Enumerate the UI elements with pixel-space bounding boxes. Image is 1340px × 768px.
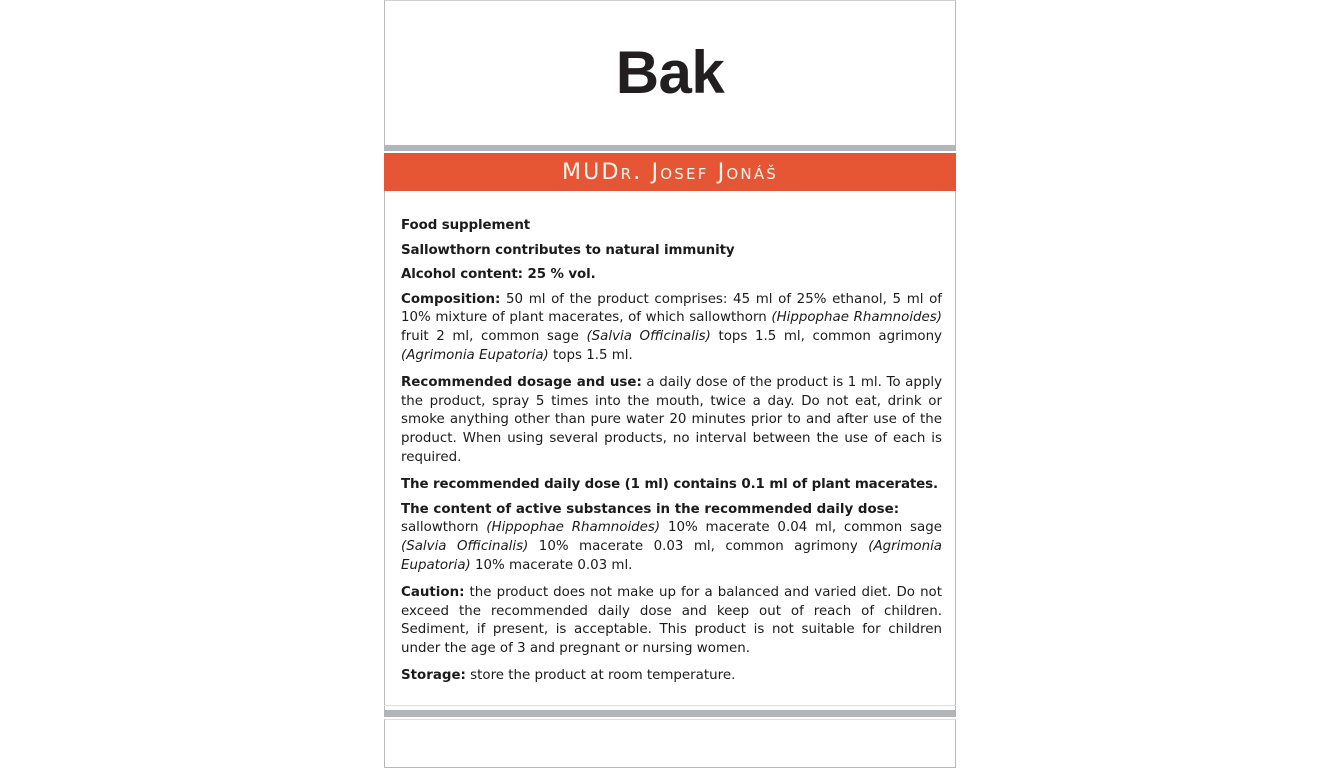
body-panel-bottom-edge [384, 705, 956, 706]
composition-latin-salvia: (Salvia Officinalis) [586, 328, 711, 344]
storage-text: store the product at room temperature. [465, 668, 736, 684]
label-body-panel [384, 191, 956, 711]
composition-latin-agrimonia: (Agrimonia Eupatoria) [401, 347, 549, 363]
author-name: MUDr. Josef Jonáš [561, 159, 779, 185]
active-substances-label: The content of active substances in the recommended daily dose: [401, 501, 900, 517]
caution-label: Caution: [401, 585, 465, 601]
heading-health-claim: Sallowthorn contributes to natural immunity [401, 242, 735, 258]
section-storage [401, 667, 942, 686]
dosage-text: a daily dose of the product is 1 ml. To apply the product, spray 5 times into the mouth, twice a day. Do not eat, drink or smoke anything other than pure water 20 minutes prior to and after use of the product. When using several products, no interval between the use of each is required. [401, 375, 942, 465]
product-brand-name: Bak [615, 39, 725, 106]
footer-panel [384, 719, 956, 768]
caution-text: the product does not make up for a balanced and varied diet. Do not exceed the recommended daily dose and keep out of reach of children. Sediment, if present, is acceptable. This product is not suitable for children under the age of 3 and pregnant or nursing women. [401, 585, 942, 656]
composition-mid-2: tops 1.5 ml, common agrimony [710, 328, 942, 344]
active-tail: 10% macerate 0.03 ml. [470, 557, 633, 573]
active-mid-1: 10% macerate 0.04 ml, common sage [660, 520, 942, 536]
heading-alcohol-content: Alcohol content: 25 % vol. [401, 267, 596, 283]
active-lead: sallowthorn [401, 520, 487, 536]
section-caution [401, 584, 942, 658]
storage-label: Storage: [401, 668, 466, 684]
composition-intro: 50 ml of the product comprises: 45 ml of 25% ethanol, 5 ml of 10% mixture of plant macerates, of which sallowthorn [401, 291, 942, 326]
section-dosage [401, 374, 942, 467]
section-active-substances [401, 501, 942, 575]
active-latin-agrimonia: (Agrimonia Eupatoria) [401, 538, 942, 573]
brand-panel [384, 0, 956, 145]
product-label-card [384, 0, 956, 768]
active-mid-2: 10% macerate 0.03 ml, common agrimony [528, 538, 869, 554]
active-latin-hippophae: (Hippophae Rhamnoides) [486, 520, 661, 536]
composition-latin-hippophae: (Hippophae Rhamnoides) [771, 310, 942, 326]
daily-dose-note: The recommended daily dose (1 ml) contains 0.1 ml of plant macerates. [401, 477, 939, 493]
divider-under-brand [384, 145, 956, 151]
composition-tail: tops 1.5 ml. [548, 347, 633, 363]
composition-label: Composition: [401, 291, 501, 307]
active-latin-salvia: (Salvia Officinalis) [401, 538, 529, 554]
composition-mid-1: fruit 2 ml, common sage [401, 328, 587, 344]
label-copy [401, 217, 942, 686]
heading-food-supplement: Food supplement [401, 218, 531, 233]
dosage-label: Recommended dosage and use: [401, 375, 642, 391]
section-composition [401, 291, 942, 365]
author-banner [384, 153, 956, 191]
divider-above-footer [384, 710, 956, 717]
